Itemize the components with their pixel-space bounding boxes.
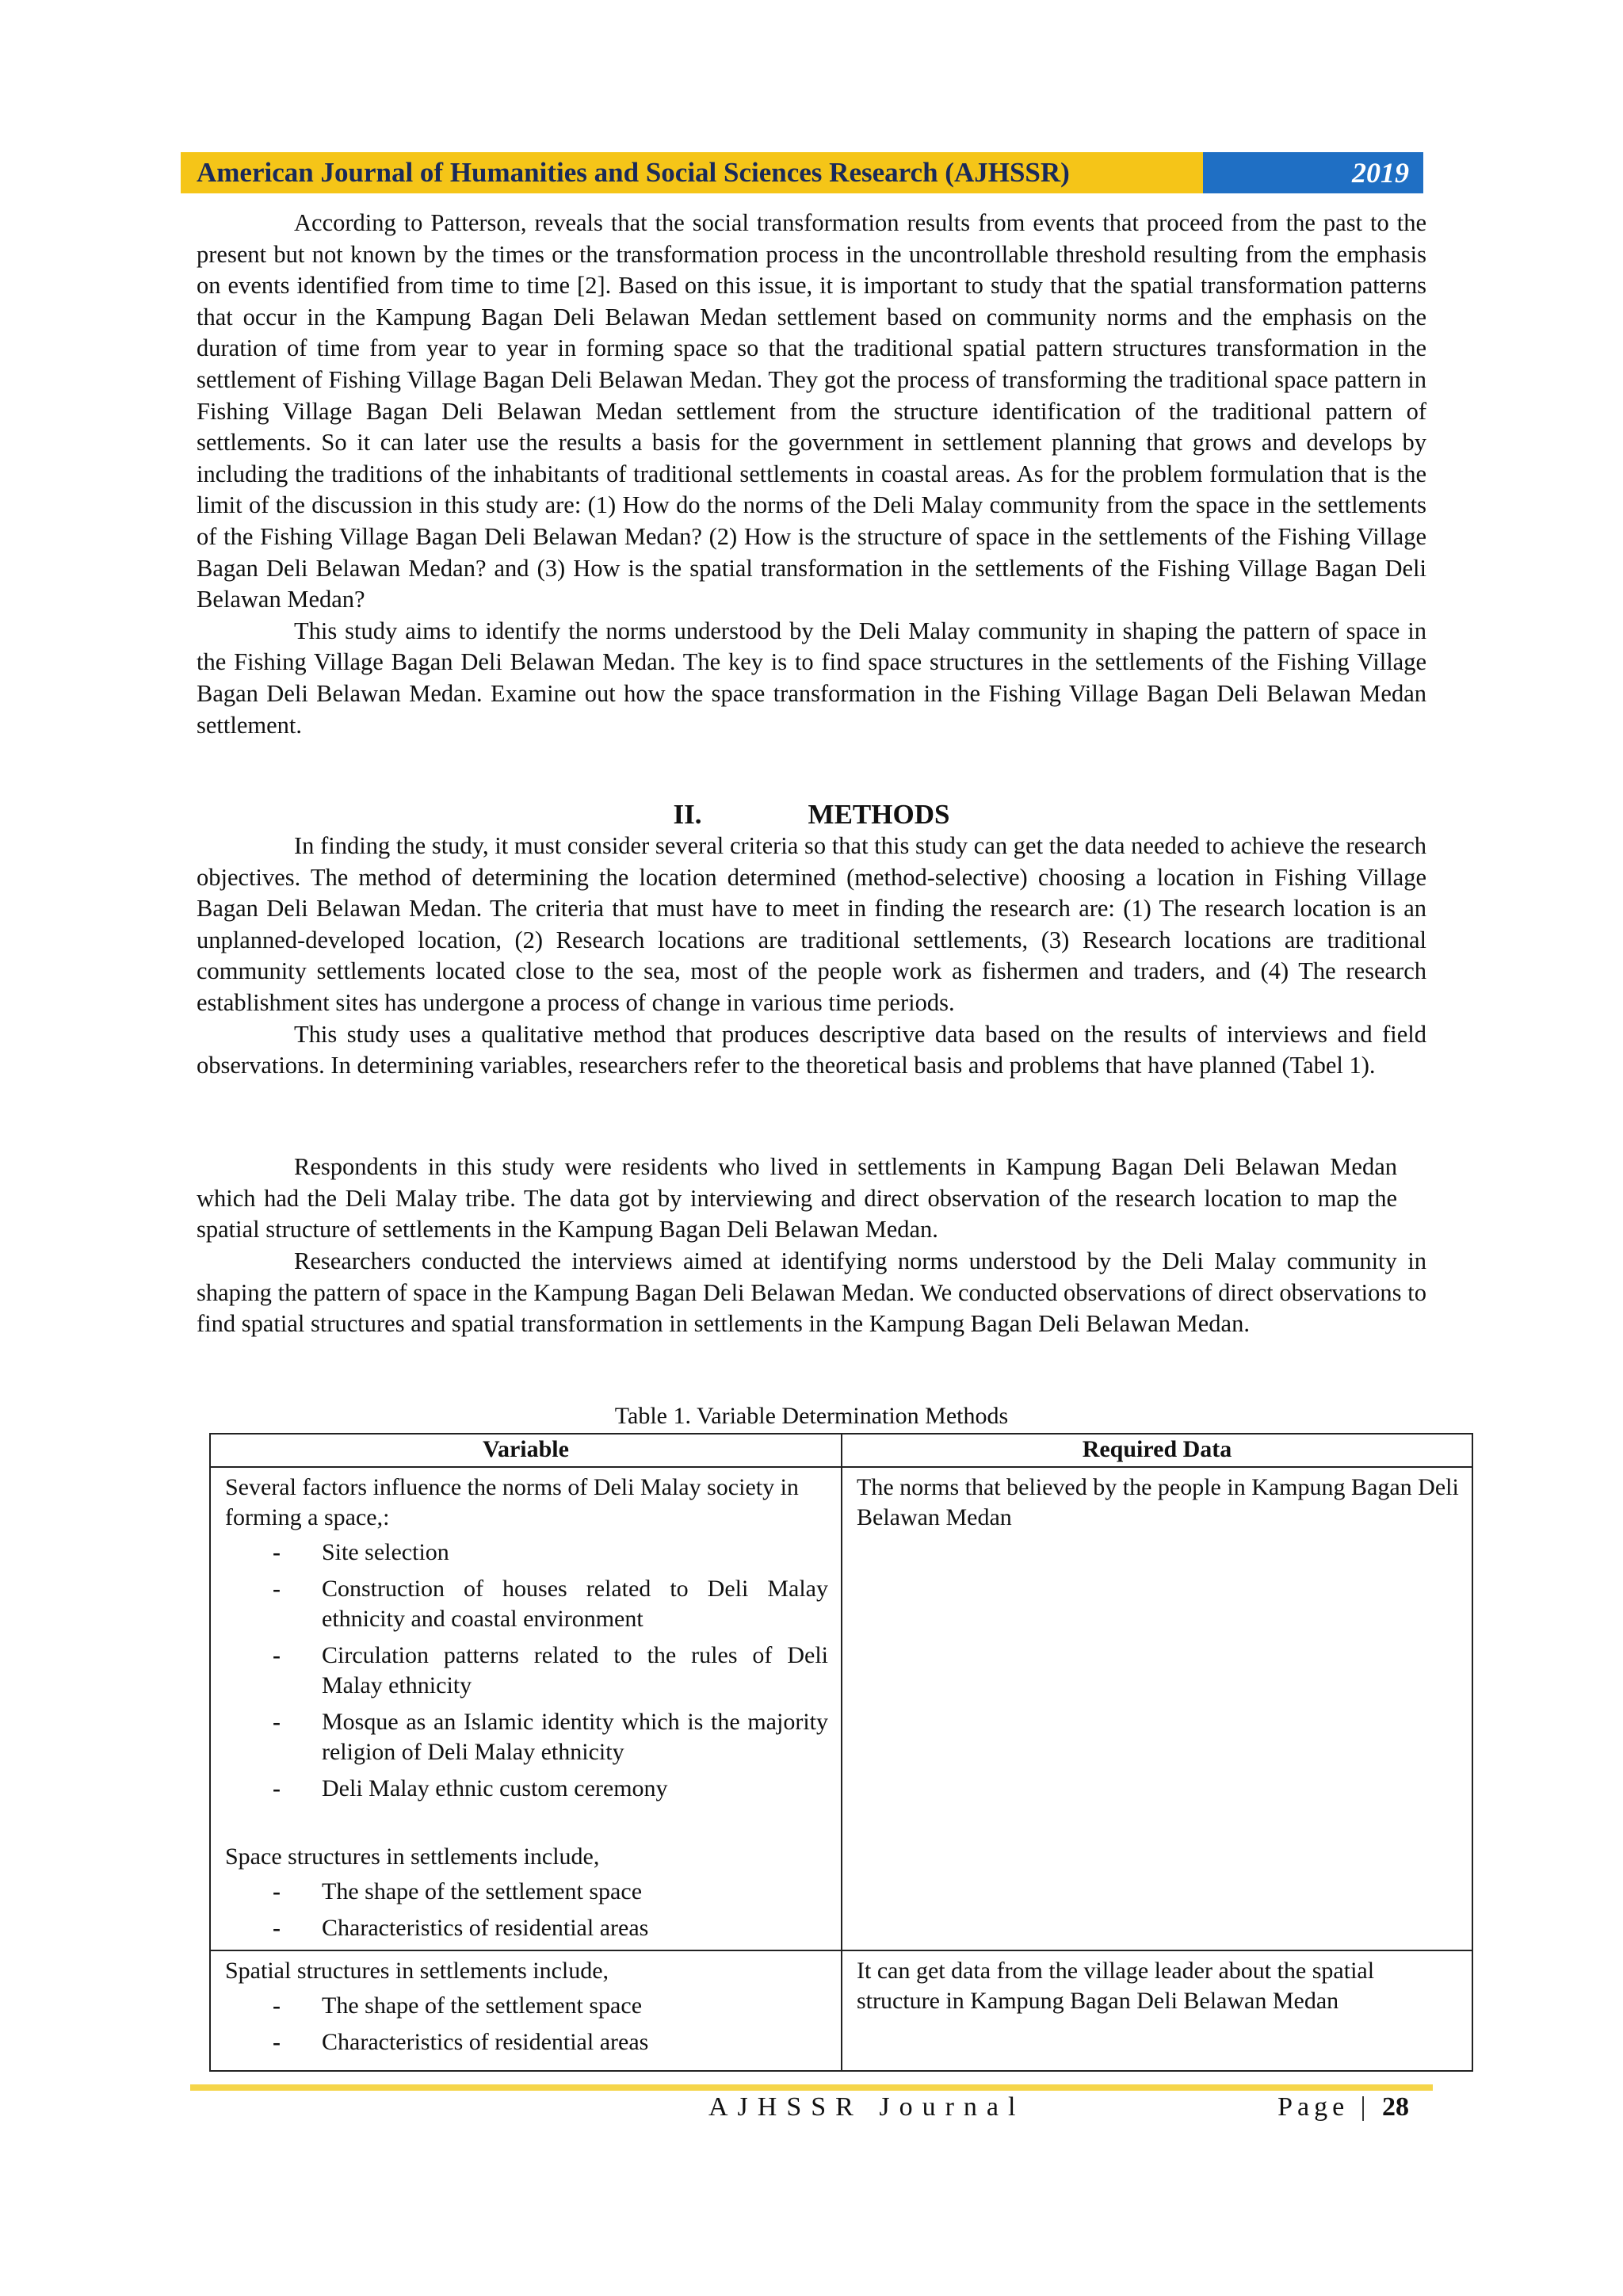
paragraph: This study uses a qualitative method that produces descriptive data based on the results of interviews and field observations. In determining variables, researchers refer to the theoretical basis and problems that have planned (Tabel 1). (197, 1020, 1426, 1079)
table-row (210, 1467, 1472, 1950)
paragraph: Respondents in this study were residents who lived in settlements in Kampung Bagan Deli Belawan Medan which had the Deli Malay tribe. The data got by interviewing and direct observation of the research location to map the spatial structure of settlements in the Kampung Bagan Deli Belawan Medan. (197, 1153, 1397, 1244)
paragraph: This study aims to identify the norms understood by the Deli Malay community in shaping the pattern of space in the Fishing Village Bagan Deli Belawan Medan. The key is to find space structures in the settlements of the Fishing Village Bagan Deli Belawan Medan. Examine out how the space transformation in the Fishing Village Bagan Deli Belawan Medan settlement. (197, 617, 1426, 739)
list-item (225, 1707, 828, 1767)
page-footer (190, 2092, 1433, 2132)
dash-marker: - (273, 1642, 281, 1668)
cell-intro: Spatial structures in settlements include, (225, 1958, 609, 1984)
methods-section (197, 831, 1426, 1082)
list-item-text: Deli Malay ethnic custom ceremony (322, 1775, 668, 1801)
list-item (225, 1913, 828, 1943)
paragraph: Researchers conducted the interviews aimed at identifying norms understood by the Deli Malay community in shaping the pattern of space in the Kampung Bagan Deli Belawan Medan. We conducted observations of direct observations to find spatial structures and spatial transformation in settlements in the Kampung Bagan Deli Belawan Medan. (197, 1247, 1426, 1338)
paragraph: In finding the study, it must consider several criteria so that this study can get the data needed to achieve the research objectives. The method of determining the location determined (method-selective) choosing a location in Fishing Village Bagan Deli Belawan Medan. The criteria that must have to meet in finding the research are: (1) The research location is an unplanned-developed location, (2) Research locations are traditional settlements, (3) Research locations are traditional community settlements located close to the sea, most of the people work as fishermen and traders, and (4) The research establishment sites has undergone a process of change in various time periods. (197, 832, 1426, 1016)
section-number: II. (673, 799, 702, 830)
footer-journal-name: AJHSSR Journal (708, 2092, 1025, 2122)
dash-marker: - (273, 2029, 281, 2055)
list-item-text: Characteristics of residential areas (322, 1915, 649, 1941)
bullet-list (225, 1991, 828, 2057)
dash-marker: - (273, 1576, 281, 1602)
column-header: Variable (210, 1434, 842, 1467)
list-item (225, 1991, 828, 2021)
section-heading (197, 799, 1426, 831)
table-row (210, 1950, 1472, 2071)
table-cell (210, 1950, 842, 2071)
list-item (225, 1774, 828, 1804)
list-item (225, 1574, 828, 1634)
list-item-text: Characteristics of residential areas (322, 2029, 649, 2055)
dash-marker: - (273, 1539, 281, 1565)
cell-intro: Space structures in settlements include, (225, 1843, 600, 1870)
list-item (225, 1538, 828, 1568)
table-header-row (210, 1434, 1472, 1467)
list-item (225, 1641, 828, 1701)
dash-marker: - (273, 1775, 281, 1801)
variable-table (209, 1433, 1473, 2072)
list-item-text: Site selection (322, 1539, 449, 1565)
paragraph: According to Patterson, reveals that the social transformation results from events that proceed from the past to the present but not known by the times or the transformation process in the uncontrollable threshold resulting from the emphasis on events identified from time to time [2]. Based on this issue, it is important to study that the spatial transformation patterns that occur in the Kampung Bagan Deli Belawan Medan settlement based on community norms and the emphasis on the duration of time from year to year in forming space so that the traditional spatial pattern structures transformation in the settlement of Fishing Village Bagan Deli Belawan Medan. They got the process of transforming the traditional space pattern in Fishing Village Bagan Deli Belawan Medan settlement from the structure identification of the traditional pattern of settlements. So it can later use the results a basis for the government in settlement planning that grows and develops by including the traditions of the inhabitants of traditional settlements in coastal areas. As for the problem formulation that is the limit of the discussion in this study are: (1) How do the norms of the Deli Malay community from the space in the settlements of the Fishing Village Bagan Deli Belawan Medan? (2) How is the structure of space in the settlements of the Fishing Village Bagan Deli Belawan Medan? and (3) How is the spatial transformation in the settlements of the Fishing Village Bagan Deli Belawan Medan? (197, 209, 1426, 613)
table-cell: The norms that believed by the people in Kampung Bagan Deli Belawan Medan (842, 1467, 1472, 1950)
journal-header (181, 152, 1423, 193)
list-item-text: Mosque as an Islamic identity which is the majority religion of Deli Malay ethnicity (322, 1709, 828, 1765)
page-label: Page | (1277, 2092, 1371, 2122)
cell-intro: Several factors influence the norms of Deli Malay society in forming a space,: (225, 1474, 799, 1530)
list-item-text: Circulation patterns related to the rules of Deli Malay ethnicity (322, 1642, 828, 1698)
table-cell (210, 1467, 842, 1950)
journal-title: American Journal of Humanities and Social Sciences Research (AJHSSR) (181, 152, 1203, 193)
footer-divider (190, 2084, 1433, 2091)
page-number-value: 28 (1382, 2092, 1409, 2122)
bullet-list (225, 1538, 828, 1804)
researchers-section (197, 1246, 1426, 1340)
respondents-section (197, 1152, 1397, 1246)
dash-marker: - (273, 1915, 281, 1941)
page-number (1277, 2092, 1409, 2122)
list-item (225, 2027, 828, 2057)
table-caption: Table 1. Variable Determination Methods (614, 1403, 1009, 1429)
bullet-list (225, 1877, 828, 1943)
list-item (225, 1877, 828, 1907)
journal-year: 2019 (1203, 152, 1423, 193)
table-cell: It can get data from the village leader about the spatial structure in Kampung Bagan Deli Belawan Medan (842, 1950, 1472, 2071)
list-item-text: Construction of houses related to Deli Malay ethnicity and coastal environment (322, 1576, 828, 1632)
section-title: METHODS (808, 799, 950, 830)
dash-marker: - (273, 1878, 281, 1904)
dash-marker: - (273, 1709, 281, 1735)
intro-section (197, 208, 1426, 741)
dash-marker: - (273, 1992, 281, 2019)
list-item-text: The shape of the settlement space (322, 1992, 643, 2019)
column-header: Required Data (842, 1434, 1472, 1467)
list-item-text: The shape of the settlement space (322, 1878, 643, 1904)
